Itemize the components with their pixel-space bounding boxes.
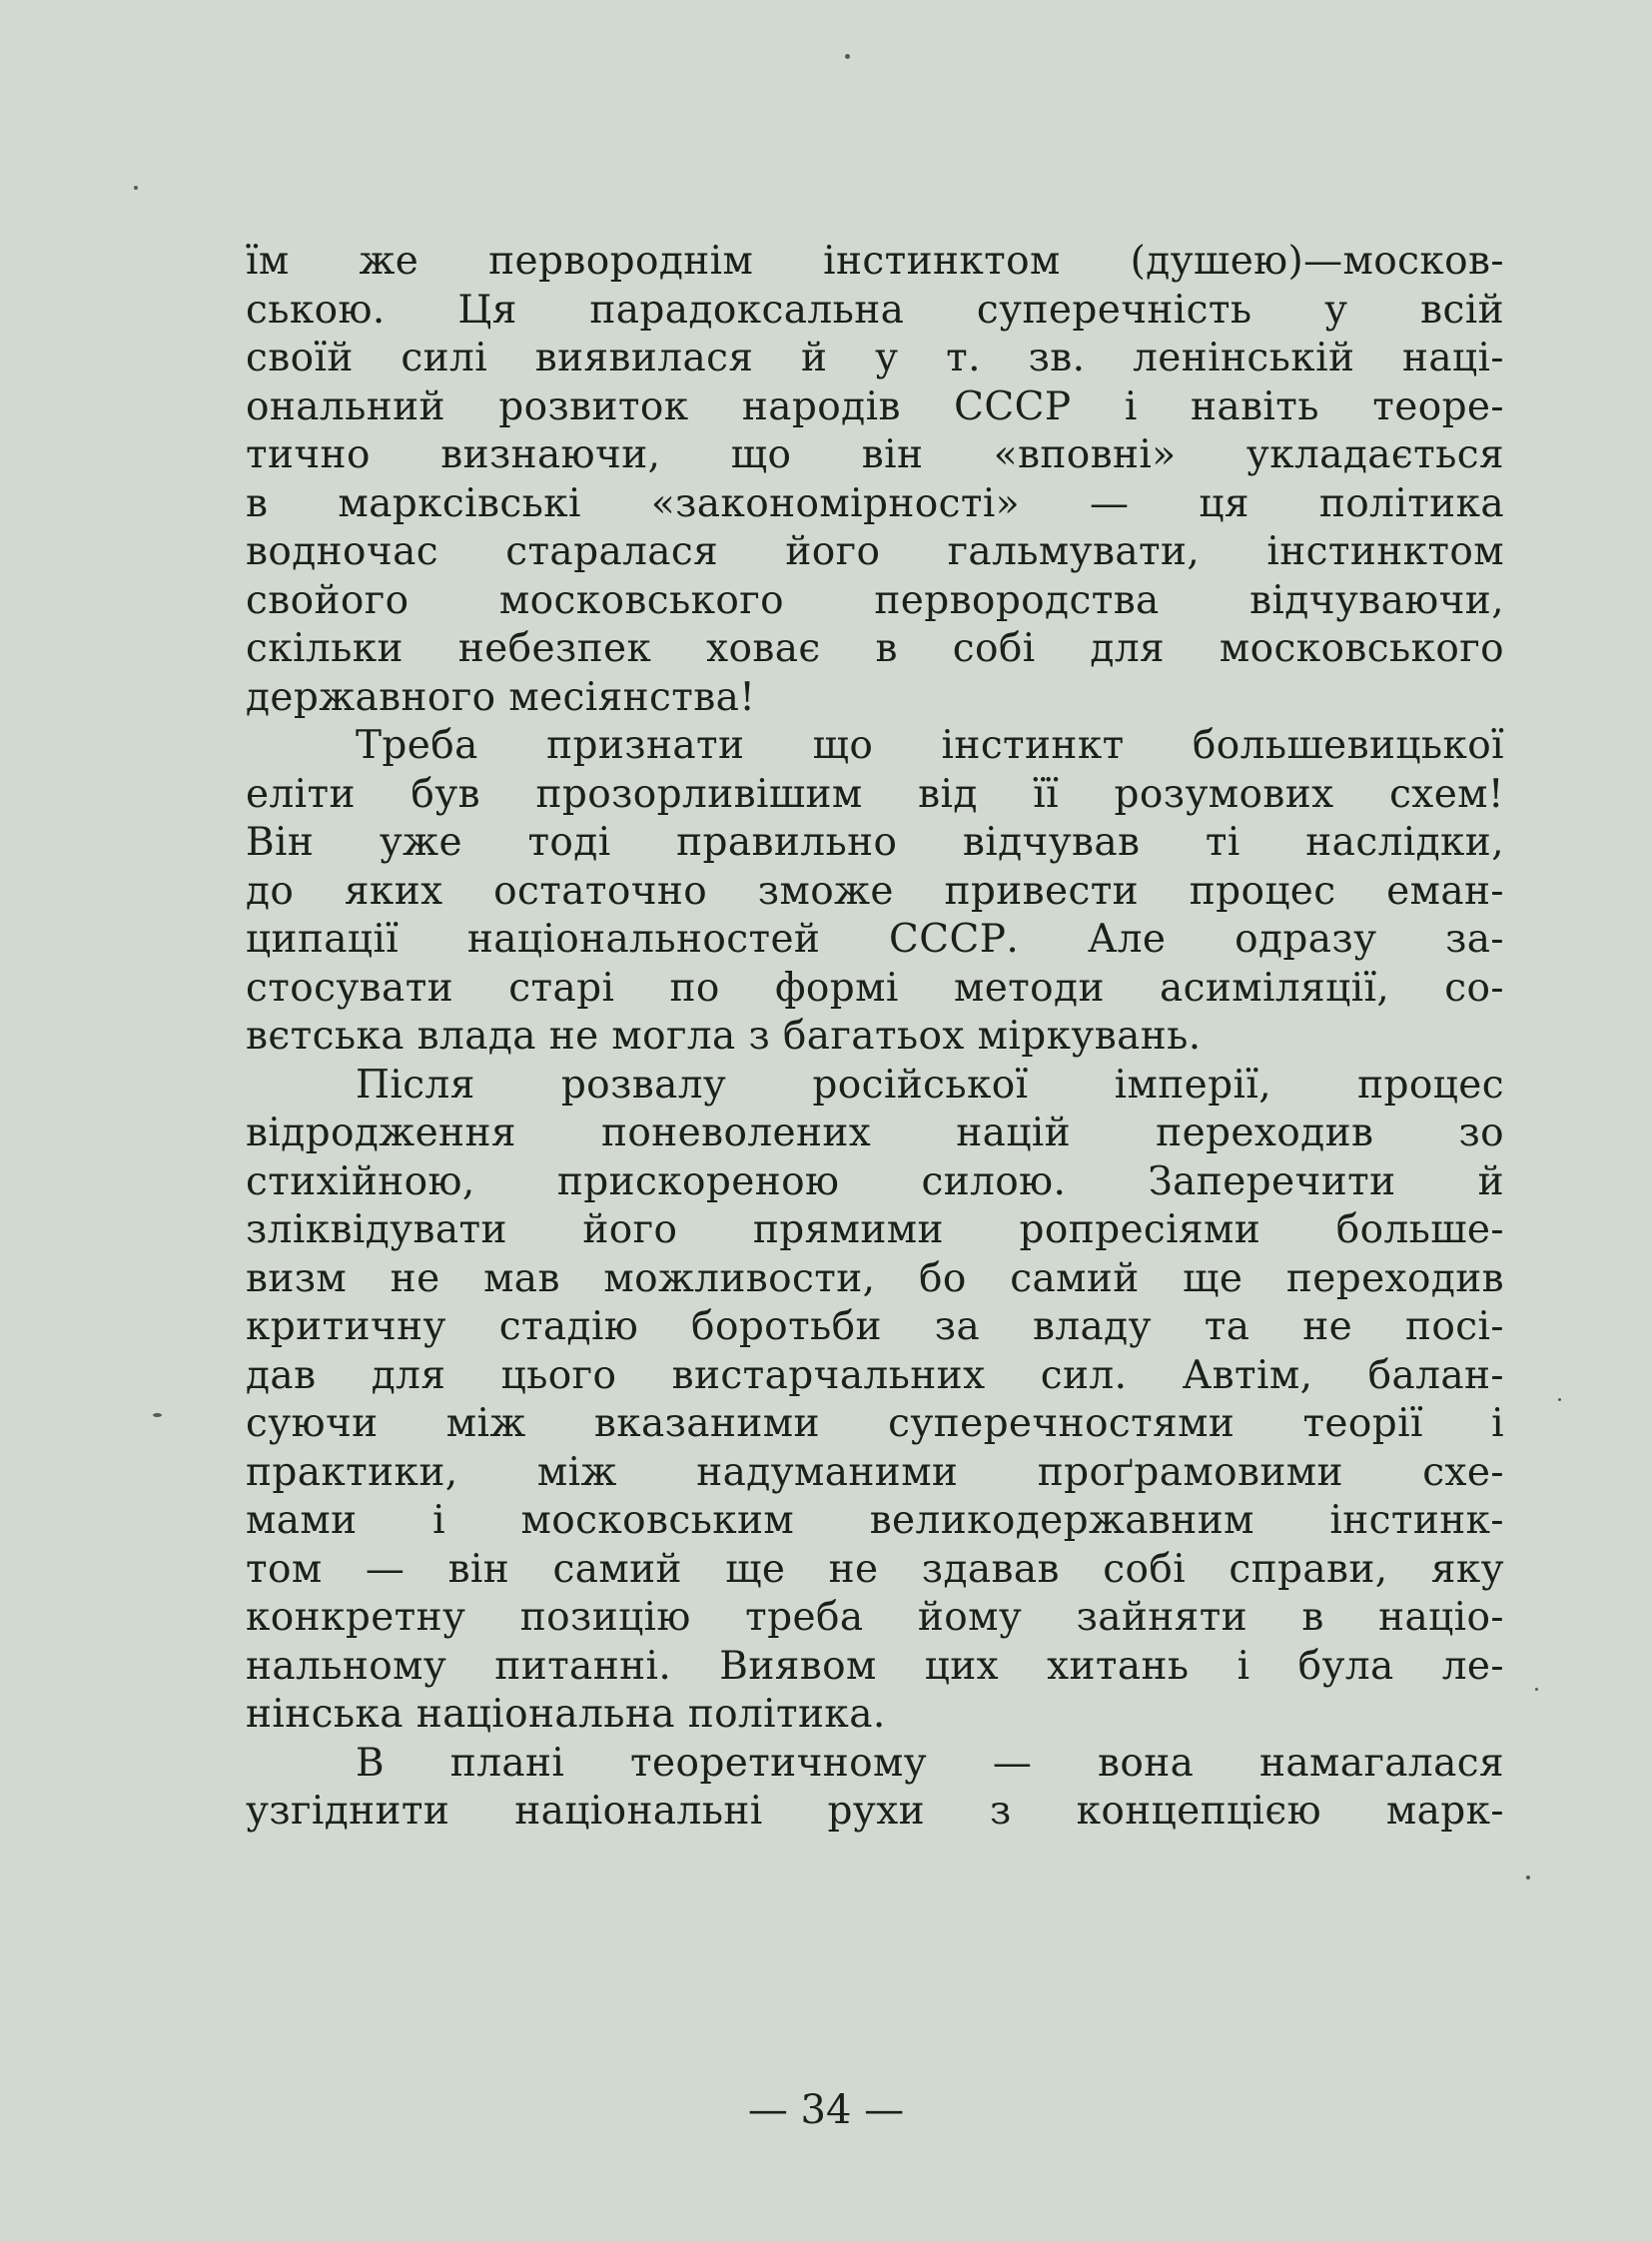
text-line-1: їм же первороднім інстинктом (душею)—москов-: [246, 239, 1504, 284]
text-line-30: нальному питанні. Виявом цих хитань і була ле-: [246, 1643, 1504, 1689]
text-line-11: Треба признати що інстинкт большевицької: [356, 723, 1504, 768]
scan-speck: [1526, 1875, 1530, 1879]
text-line-26: практики, між надуманими проґрамовими схе-: [246, 1449, 1504, 1495]
text-line-27: мами і московським великодержавним інстинк-: [246, 1498, 1504, 1543]
text-line-13: Він уже тоді правильно відчував ті наслідки,: [246, 820, 1504, 865]
page-number: — 34 —: [747, 2087, 905, 2133]
text-line-31: нінська національна політика.: [246, 1692, 886, 1737]
text-line-33: узгіднити національні рухи з концепцією марк-: [246, 1789, 1504, 1834]
text-line-16: стосувати старі по формі методи асиміляції, со-: [246, 965, 1504, 1011]
text-line-17: вєтська влада не могла з багатьох міркувань.: [246, 1014, 1202, 1059]
text-line-12: еліти був прозорливішим від її розумових схем!: [246, 771, 1504, 817]
text-line-32: В плані теоретичному — вона намагалася: [356, 1740, 1504, 1786]
scan-speck: [1535, 1688, 1538, 1691]
text-line-2: ською. Ця парадоксальна суперечність у всій: [246, 287, 1504, 333]
scan-speck: [153, 1413, 162, 1417]
text-line-18: Після розвалу російської імперії, процес: [356, 1062, 1504, 1108]
text-line-28: том — він самий ще не здавав собі справи, яку: [246, 1546, 1504, 1592]
text-line-20: стихійною, прискореною силою. Заперечити й: [246, 1158, 1504, 1204]
text-line-10: державного месіянства!: [246, 674, 756, 720]
text-line-6: в марксівські «закономірності» — ця політика: [246, 480, 1504, 526]
scan-speck: [134, 186, 138, 190]
text-line-25: суючи між вказаними суперечностями теорії і: [246, 1401, 1504, 1446]
text-line-4: ональний розвиток народів СССР і навіть теоре-: [246, 383, 1504, 429]
text-line-29: конкретну позицію треба йому зайняти в націо-: [246, 1595, 1504, 1640]
text-line-22: визм не мав можливости, бо самий ще переходив: [246, 1255, 1504, 1301]
text-line-24: дав для цього вистарчальних сил. Автім, балан-: [246, 1352, 1504, 1398]
text-line-8: свойого московського первородства відчуваючи,: [246, 577, 1504, 623]
scan-speck: [1558, 1398, 1561, 1401]
text-line-3: своїй силі виявилася й у т. зв. ленінській наці-: [246, 336, 1504, 380]
body-text: [246, 238, 1504, 1837]
scan-speck: [845, 54, 850, 59]
text-line-23: критичну стадію боротьби за владу та не посі-: [246, 1304, 1504, 1349]
text-line-19: відродження поневолених націй переходив зо: [246, 1111, 1504, 1155]
text-line-15: ципації національностей СССР. Але одразу за-: [246, 917, 1504, 962]
text-line-14: до яких остаточно зможе привести процес еман-: [246, 868, 1504, 914]
text-line-7: водночас старалася його гальмувати, інстинктом: [246, 529, 1504, 574]
text-line-5: тично визнаючи, що він «вповні» укладається: [246, 432, 1504, 477]
text-line-9: скільки небезпек ховає в собі для московського: [246, 626, 1504, 671]
text-line-21: зліквідувати його прямими ропресіями больше-: [246, 1207, 1504, 1252]
